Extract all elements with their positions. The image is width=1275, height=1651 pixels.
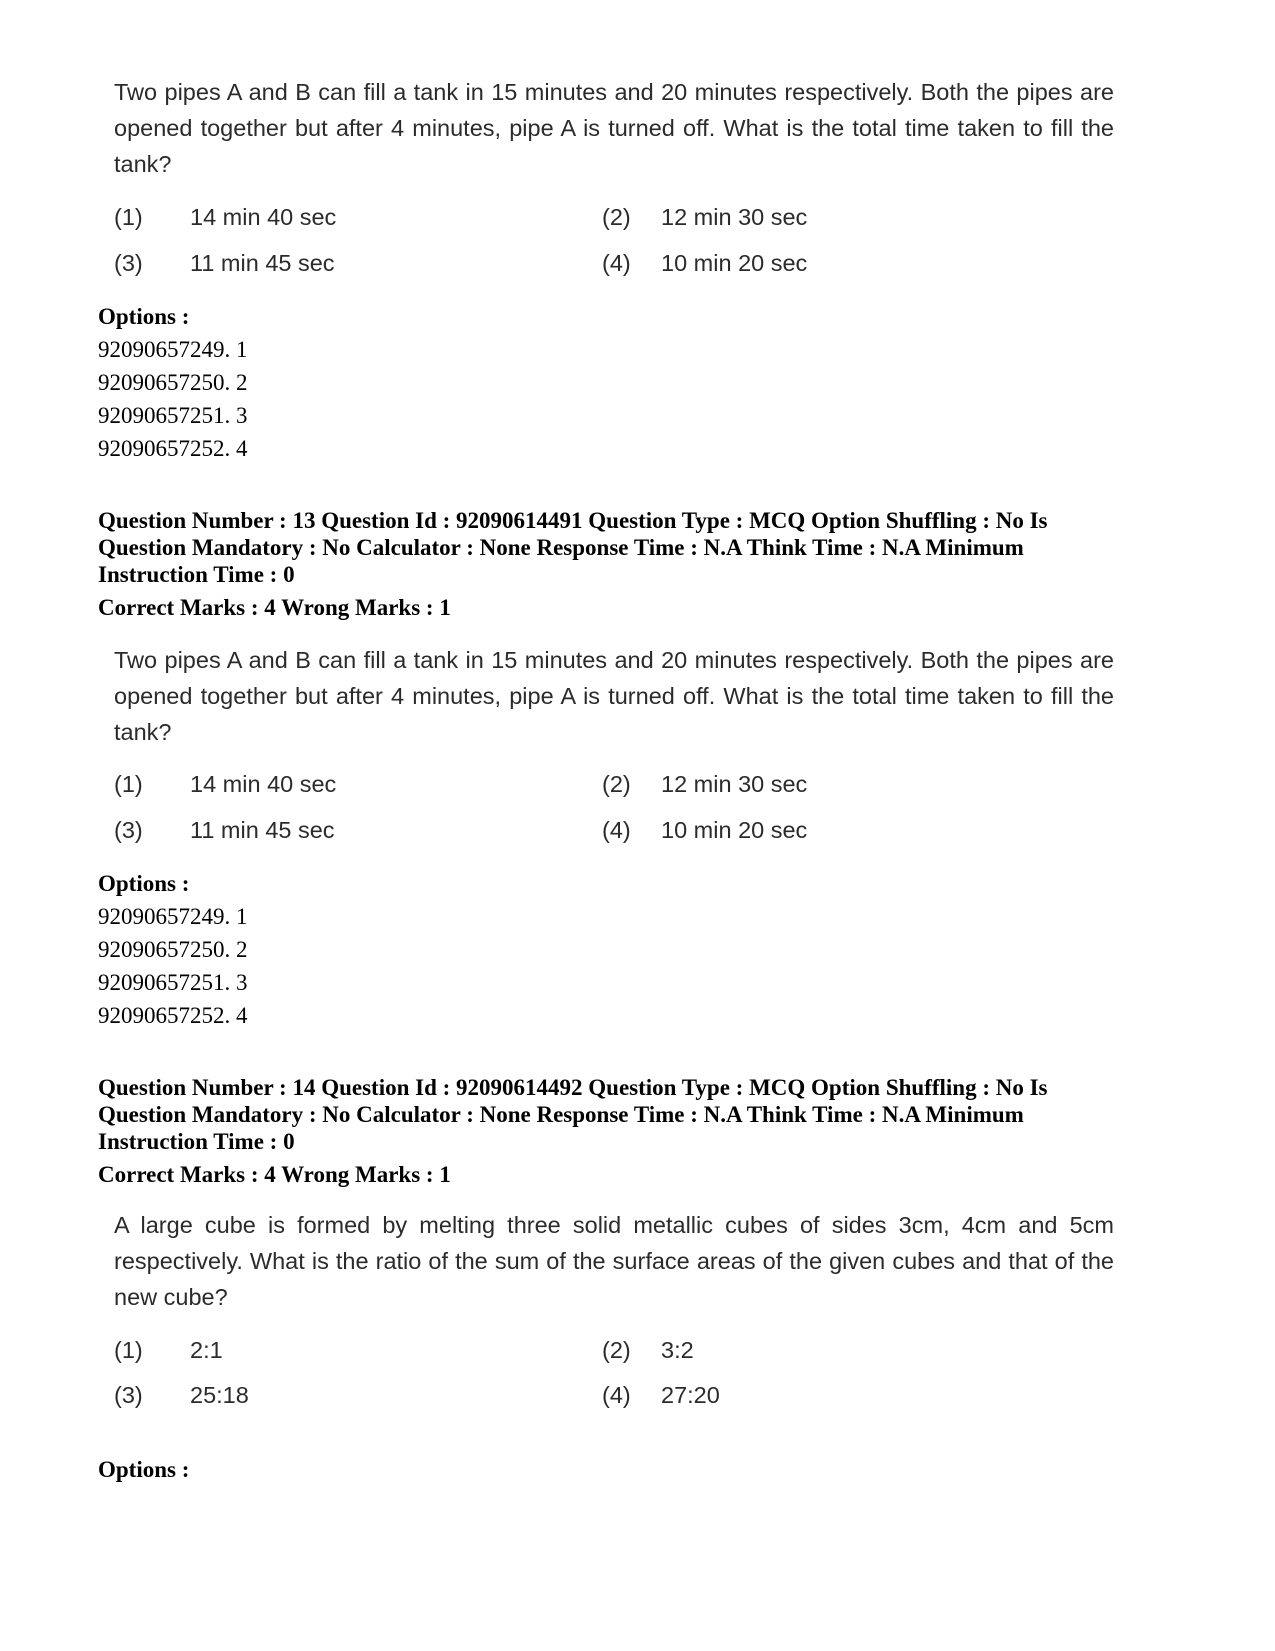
choice-value: 14 min 40 sec xyxy=(190,771,337,797)
choice-value: 3:2 xyxy=(661,1337,694,1363)
choice-row xyxy=(114,812,1114,848)
choice-number: (1) xyxy=(114,204,143,230)
question-header-line: Question Number : 13 Question Id : 92090614491 Question Type : MCQ Option Shuffling : No Is xyxy=(98,508,1048,533)
option-id: 92090657250. 2 xyxy=(98,370,248,395)
question-text: Two pipes A and B can fill a tank in 15 minutes and 20 minutes respectively. Both the pipes are opened together but after 4 minutes, pipe A is turned off. What is the total time taken to fill the tank? xyxy=(114,79,1114,177)
choice-number: (3) xyxy=(114,817,143,843)
choice-number: (4) xyxy=(602,817,631,843)
choice-number: (3) xyxy=(114,1382,143,1408)
choice-value: 12 min 30 sec xyxy=(661,771,808,797)
question-header-line: Question Mandatory : No Calculator : None Response Time : N.A Think Time : N.A Minimum xyxy=(98,1102,1024,1127)
choice-row xyxy=(114,199,1114,235)
marks-line: Correct Marks : 4 Wrong Marks : 1 xyxy=(98,1162,451,1187)
option-id: 92090657249. 1 xyxy=(98,904,248,929)
choice-row xyxy=(114,1377,1114,1413)
option-id: 92090657250. 2 xyxy=(98,937,248,962)
option-id: 92090657252. 4 xyxy=(98,1003,248,1028)
choice-value: 27:20 xyxy=(661,1382,720,1408)
question-text: A large cube is formed by melting three solid metallic cubes of sides 3cm, 4cm and 5cm respectively. What is the ratio of the sum of the surface areas of the given cubes and that of the new cube? xyxy=(114,1212,1114,1310)
choice-value: 14 min 40 sec xyxy=(190,204,337,230)
choice-value: 10 min 20 sec xyxy=(661,250,808,276)
option-id: 92090657251. 3 xyxy=(98,970,248,995)
marks-line: Correct Marks : 4 Wrong Marks : 1 xyxy=(98,595,451,620)
options-label: Options : xyxy=(98,1457,190,1482)
choice-row xyxy=(114,245,1114,281)
choice-value: 10 min 20 sec xyxy=(661,817,808,843)
choice-value: 11 min 45 sec xyxy=(190,817,335,843)
options-label: Options : xyxy=(98,871,190,896)
choice-number: (2) xyxy=(602,204,631,230)
options-label: Options : xyxy=(98,304,190,329)
choice-number: (4) xyxy=(602,1382,631,1408)
choice-row xyxy=(114,1332,1114,1368)
choice-value: 12 min 30 sec xyxy=(661,204,808,230)
question-header-line: Instruction Time : 0 xyxy=(98,562,295,587)
choice-number: (2) xyxy=(602,771,631,797)
option-id: 92090657252. 4 xyxy=(98,436,248,461)
choice-number: (4) xyxy=(602,250,631,276)
question-text: Two pipes A and B can fill a tank in 15 minutes and 20 minutes respectively. Both the pipes are opened together but after 4 minutes, pipe A is turned off. What is the total time taken to fill the tank? xyxy=(114,647,1114,745)
question-header-line: Question Number : 14 Question Id : 92090614492 Question Type : MCQ Option Shuffling : No Is xyxy=(98,1075,1048,1100)
choice-number: (3) xyxy=(114,250,143,276)
choice-value: 11 min 45 sec xyxy=(190,250,335,276)
choice-number: (2) xyxy=(602,1337,631,1363)
choice-value: 2:1 xyxy=(190,1337,223,1363)
question-header-line: Instruction Time : 0 xyxy=(98,1129,295,1154)
choice-value: 25:18 xyxy=(190,1382,249,1408)
question-header-line: Question Mandatory : No Calculator : None Response Time : N.A Think Time : N.A Minimum xyxy=(98,535,1024,560)
option-id: 92090657251. 3 xyxy=(98,403,248,428)
choice-number: (1) xyxy=(114,771,143,797)
option-id: 92090657249. 1 xyxy=(98,337,248,362)
choice-row xyxy=(114,766,1114,802)
choice-number: (1) xyxy=(114,1337,143,1363)
